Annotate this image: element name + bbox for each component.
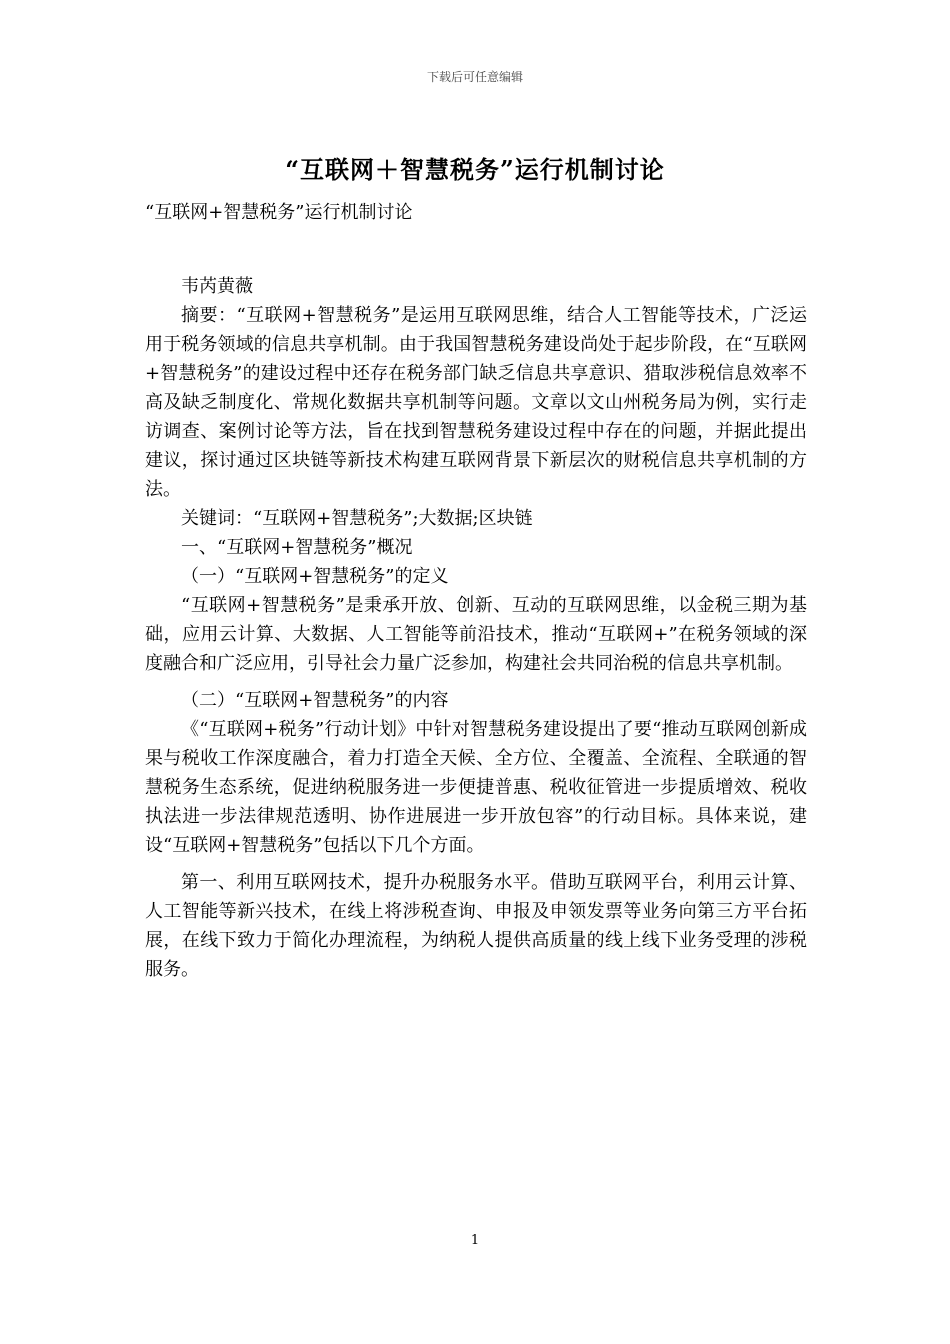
document-body [145, 198, 807, 984]
page-number: 1 [470, 1233, 480, 1248]
content-paragraph: 《“互联网+税务”行动计划》中针对智慧税务建设提出了要“推动互联网创新成果与税收工作深度融合，着力打造全天候、全方位、全覆盖、全流程、全联通的智慧税务生态系统，促进纳税服务进一步便捷普惠、税收征管进一步提质增效、税收执法进一步法律规范透明、协作进展进一步开放包容”的行动目标。具体来说，建设“互联网+智慧税务”包括以下几个方面。 [145, 719, 807, 856]
point-paragraph: 第一、利用互联网技术，提升办税服务水平。借助互联网平台，利用云计算、人工智能等新兴技术，在线上将涉税查询、申报及申领发票等业务向第三方平台拓展，在线下致力于简化办理流程，为纳税人提供高质量的线上线下业务受理的涉税服务。 [145, 872, 807, 980]
abstract-paragraph: 摘要：“互联网+智慧税务”是运用互联网思维，结合人工智能等技术，广泛运用于税务领域的信息共享机制。由于我国智慧税务建设尚处于起步阶段，在“互联网+智慧税务”的建设过程中还存在税务部门缺乏信息共享意识、猎取涉税信息效率不高及缺乏制度化、常规化数据共享机制等问题。文章以文山州税务局为例，实行走访调查、案例讨论等方法，旨在找到智慧税务建设过程中存在的问题，并据此提出建议，探讨通过区块链等新技术构建互联网背景下新层次的财税信息共享机制的方法。 [145, 305, 807, 500]
subsection-heading: （二）“互联网+智慧税务”的内容 [181, 690, 449, 711]
definition-paragraph: “互联网+智慧税务”是秉承开放、创新、互动的互联网思维，以金税三期为基础，应用云计算、大数据、人工智能等前沿技术，推动“互联网+”在税务领域的深度融合和广泛应用，引导社会力量广泛参加，构建社会共同治税的信息共享机制。 [145, 595, 807, 674]
subsection-heading: （一）“互联网+智慧税务”的定义 [181, 566, 449, 587]
header-note: 下载后可任意编辑 [426, 70, 523, 84]
document-subtitle: “互联网+智慧税务”运行机制讨论 [145, 202, 413, 223]
keywords-line: 关键词：“互联网+智慧税务”;大数据;区块链 [181, 508, 533, 529]
author-line: 韦芮黄薇 [181, 276, 253, 297]
document-title: “互联网＋智慧税务”运行机制讨论 [285, 155, 665, 184]
section-heading: 一、“互联网+智慧税务”概况 [181, 537, 413, 558]
